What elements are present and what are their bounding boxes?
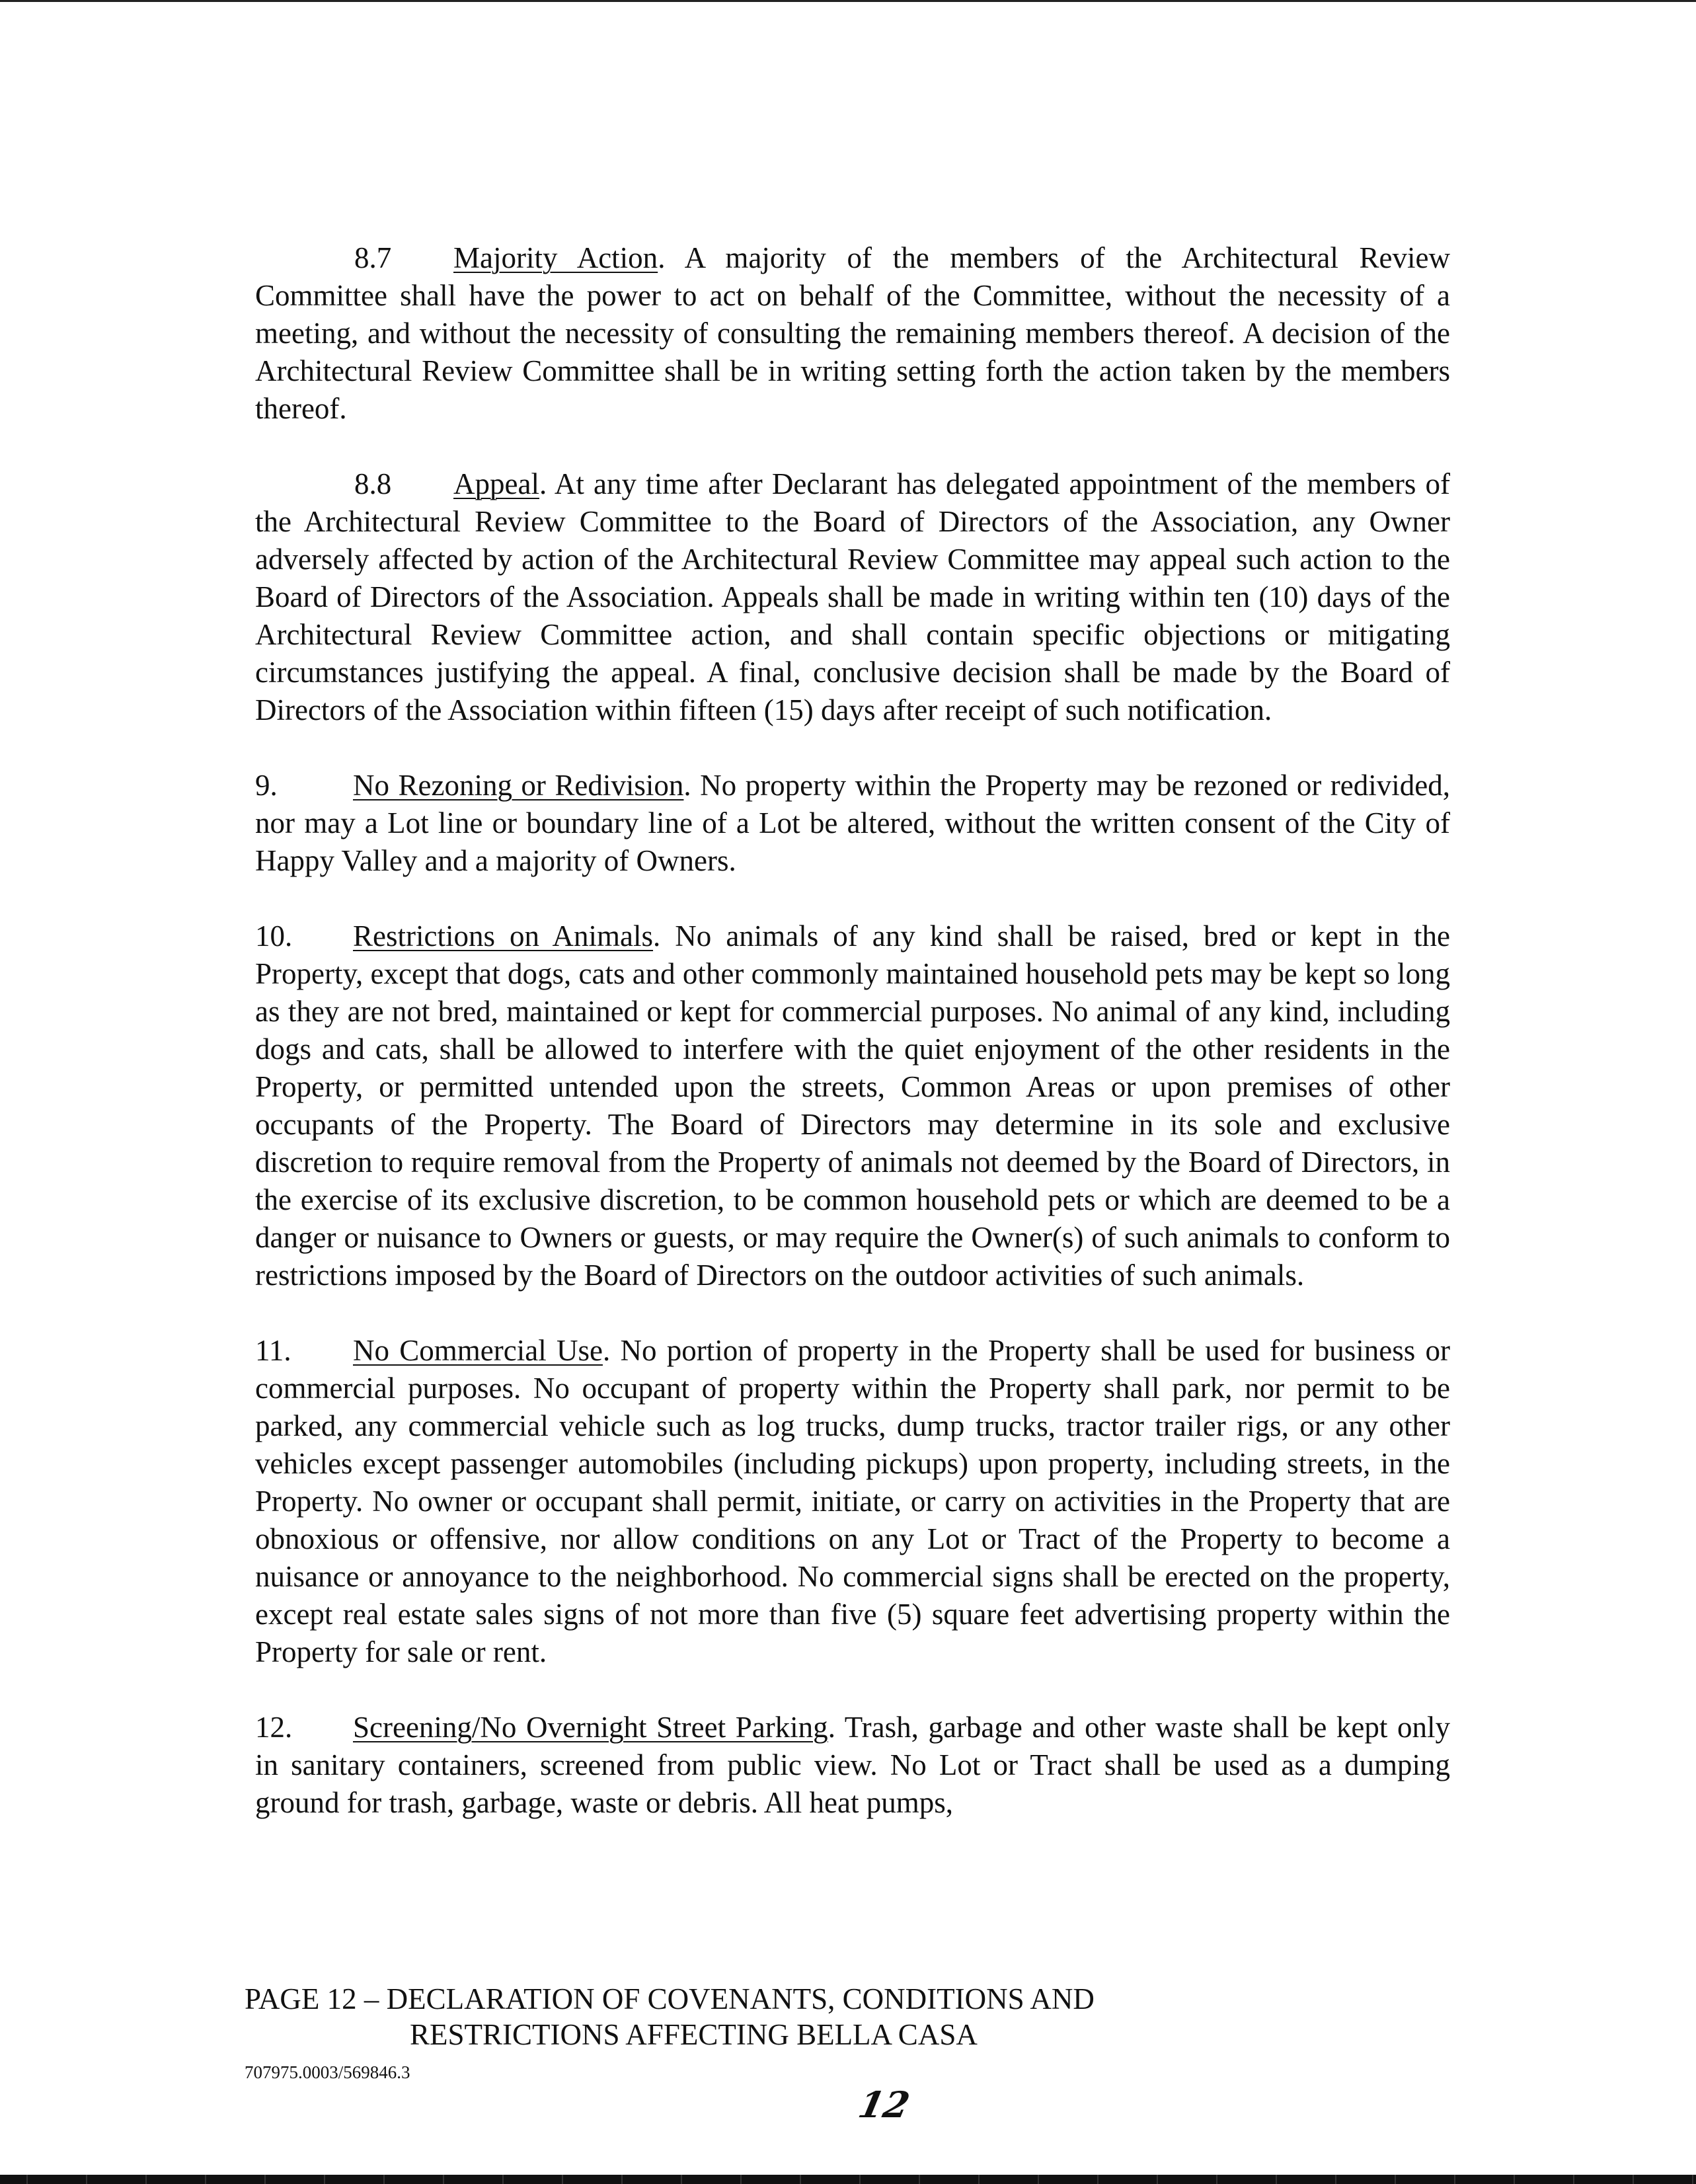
section-number: 8.8 — [354, 467, 392, 500]
section-heading: Screening/No Overnight Street Parking — [353, 1711, 828, 1744]
section-12 — [255, 1709, 1450, 1822]
section-text: . No animals of any kind shall be raised, bred or kept in the Property, except that dogs, cats and other commonly maintained household pets may be kept so long as they are not bred, maintained or kept for commercial purposes. No animal of any kind, including dogs and cats, shall be allowed to interfere with the quiet enjoyment of the other residents in the Property, or permitted untended upon the streets, Common Areas or upon premises of other occupants of the Property. The Board of Directors may determine in its sole and exclusive discretion to require removal from the Property of animals not deemed by the Board of Directors, in the exercise of its exclusive discretion, to be common household pets or which are deemed to be a danger or nuisance to Owners or guests, or may require the Owner(s) of such animals to conform to restrictions imposed by the Board of Directors on the outdoor activities of such animals. — [255, 919, 1450, 1292]
section-number: 12. — [255, 1711, 293, 1744]
section-heading: Majority Action — [453, 241, 658, 274]
section-text: . No portion of property in the Property shall be used for business or commercial purposes. No occupant of property within the Property shall park, nor permit to be parked, any commercial vehicle such as log trucks, dump trucks, tractor trailer rigs, or any other vehicles except passenger automobiles (including pickups) upon property, including streets, in the Property. No owner or occupant shall permit, initiate, or carry on activities in the Property that are obnoxious or offensive, nor allow conditions on any Lot or Tract of the Property to become a nuisance or annoyance to the neighborhood. No commercial signs shall be erected on the property, except real estate sales signs of not more than five (5) square feet advertising property within the Property for sale or rent. — [255, 1334, 1450, 1668]
section-heading: No Commercial Use — [353, 1334, 603, 1367]
section-text: . Trash, garbage and other waste shall be kept only in sanitary containers, screened from public view. No Lot or Tract shall be used as a dumping ground for trash, garbage, waste or debris. All heat pumps, — [255, 1711, 1450, 1819]
section-text: . A majority of the members of the Architectural Review Committee shall have the power to act on behalf of the Committee, without the necessity of a meeting, and without the necessity of consulting the remaining members thereof. A decision of the Architectural Review Committee shall be in writing setting forth the action taken by the members thereof. — [255, 241, 1450, 425]
section-heading: Restrictions on Animals — [353, 919, 654, 953]
document-body — [255, 239, 1450, 1859]
section-number: 11. — [255, 1334, 291, 1367]
section-text: . At any time after Declarant has delegated appointment of the members of the Architectural Review Committee to the Board of Directors of the Association, any Owner adversely affected by action of the Architectural Review Committee may appeal such action to the Board of Directors of the Association. Appeals shall be made in writing within ten (10) days of the Architectural Review Committee action, and shall contain specific objections or mitigating circumstances justifying the appeal. A final, conclusive decision shall be made by the Board of Directors of the Association within fifteen (15) days after receipt of such notification. — [255, 467, 1450, 726]
footer-title-line-1: PAGE 12 – DECLARATION OF COVENANTS, CONDITIONS AND — [245, 1982, 1095, 2015]
scan-bottom-edge — [0, 2175, 1696, 2184]
section-11 — [255, 1332, 1450, 1671]
section-heading: Appeal — [453, 467, 539, 500]
section-text: . No property within the Property may be rezoned or redivided, nor may a Lot line or boundary line of a Lot be altered, without the written consent of the City of Happy Valley and a majority of Owners. — [255, 769, 1450, 877]
section-heading: No Rezoning or Redivision — [353, 769, 684, 802]
document-code: 707975.0003/569846.3 — [245, 2062, 410, 2082]
page-footer — [245, 1981, 1500, 2052]
handwritten-page-number: 12 — [855, 2084, 913, 2126]
section-10 — [255, 917, 1450, 1294]
scan-top-edge — [0, 0, 1696, 2]
section-number: 8.7 — [354, 241, 392, 274]
section-8-7 — [255, 239, 1450, 428]
section-number: 9. — [255, 769, 278, 802]
section-9 — [255, 767, 1450, 880]
section-8-8 — [255, 465, 1450, 729]
footer-title-line-2: RESTRICTIONS AFFECTING BELLA CASA — [410, 2018, 978, 2051]
section-number: 10. — [255, 919, 293, 953]
